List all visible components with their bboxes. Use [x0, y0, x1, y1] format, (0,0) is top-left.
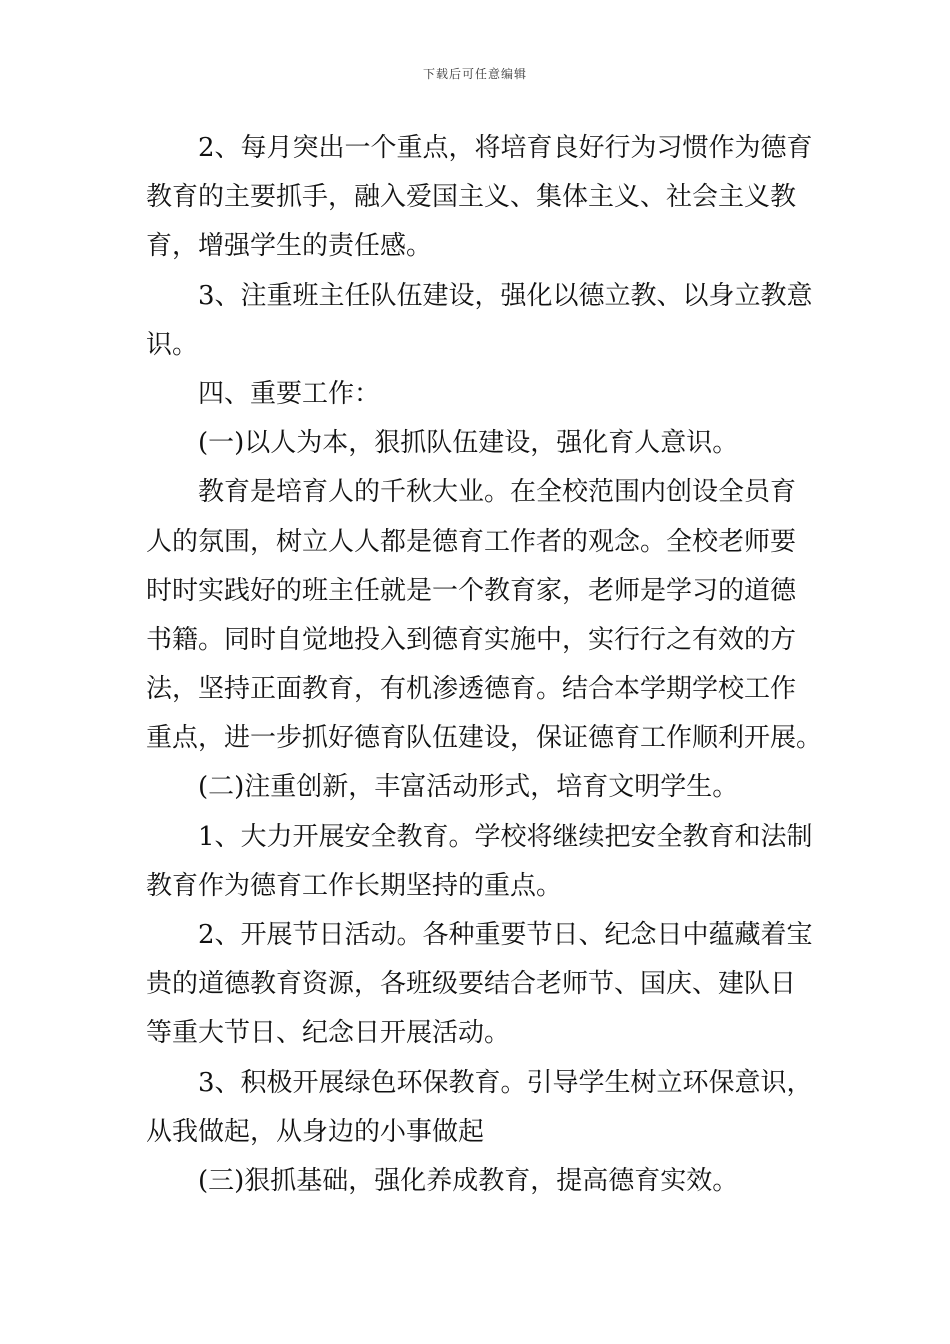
body-line: 2、开展节日活动。各种重要节日、纪念日中蕴藏着宝 — [198, 920, 813, 950]
body-line: 识。 — [146, 329, 199, 360]
body-line: 教育作为德育工作长期坚持的重点。 — [146, 870, 563, 901]
body-line: 书籍。同时自觉地投入到德育实施中，实行行之有效的方 — [146, 624, 797, 655]
document-body — [146, 124, 823, 1206]
body-line: 从我做起，从身边的小事做起 — [146, 1116, 485, 1147]
body-line: 等重大节日、纪念日开展活动。 — [146, 1018, 511, 1049]
body-line: 1、大力开展安全教育。学校将继续把安全教育和法制 — [198, 821, 813, 852]
subsection-heading: (一)以人为本，狠抓队伍建设，强化育人意识。 — [198, 428, 739, 459]
body-line: 人的氛围，树立人人都是德育工作者的观念。全校老师要 — [146, 526, 797, 557]
body-line: 时时实践好的班主任就是一个教育家，老师是学习的道德 — [146, 575, 797, 606]
body-line: 教育的主要抓手，融入爱国主义、集体主义、社会主义教 — [146, 182, 797, 213]
section-heading: 四、重要工作： — [198, 378, 381, 409]
body-line: 贵的道德教育资源，各班级要结合老师节、国庆、建队日 — [146, 969, 797, 1000]
body-line: 3、注重班主任队伍建设，强化以德立教、以身立教意 — [198, 280, 813, 311]
body-line: 2、每月突出一个重点，将培育良好行为习惯作为德育 — [198, 133, 813, 163]
body-line: 育，增强学生的责任感。 — [146, 231, 433, 262]
subsection-heading: (二)注重创新，丰富活动形式，培育文明学生。 — [198, 772, 739, 803]
subsection-heading: (三)狠抓基础，强化养成教育，提高德育实效。 — [198, 1165, 739, 1196]
body-line: 法，坚持正面教育，有机渗透德育。结合本学期学校工作 — [146, 674, 797, 705]
page-header: 下载后可任意编辑 — [422, 67, 527, 81]
body-line: 3、积极开展绿色环保教育。引导学生树立环保意识， — [198, 1067, 813, 1098]
body-line: 重点，进一步抓好德育队伍建设，保证德育工作顺利开展。 — [146, 723, 823, 754]
body-line: 教育是培育人的千秋大业。在全校范围内创设全员育 — [198, 477, 797, 508]
